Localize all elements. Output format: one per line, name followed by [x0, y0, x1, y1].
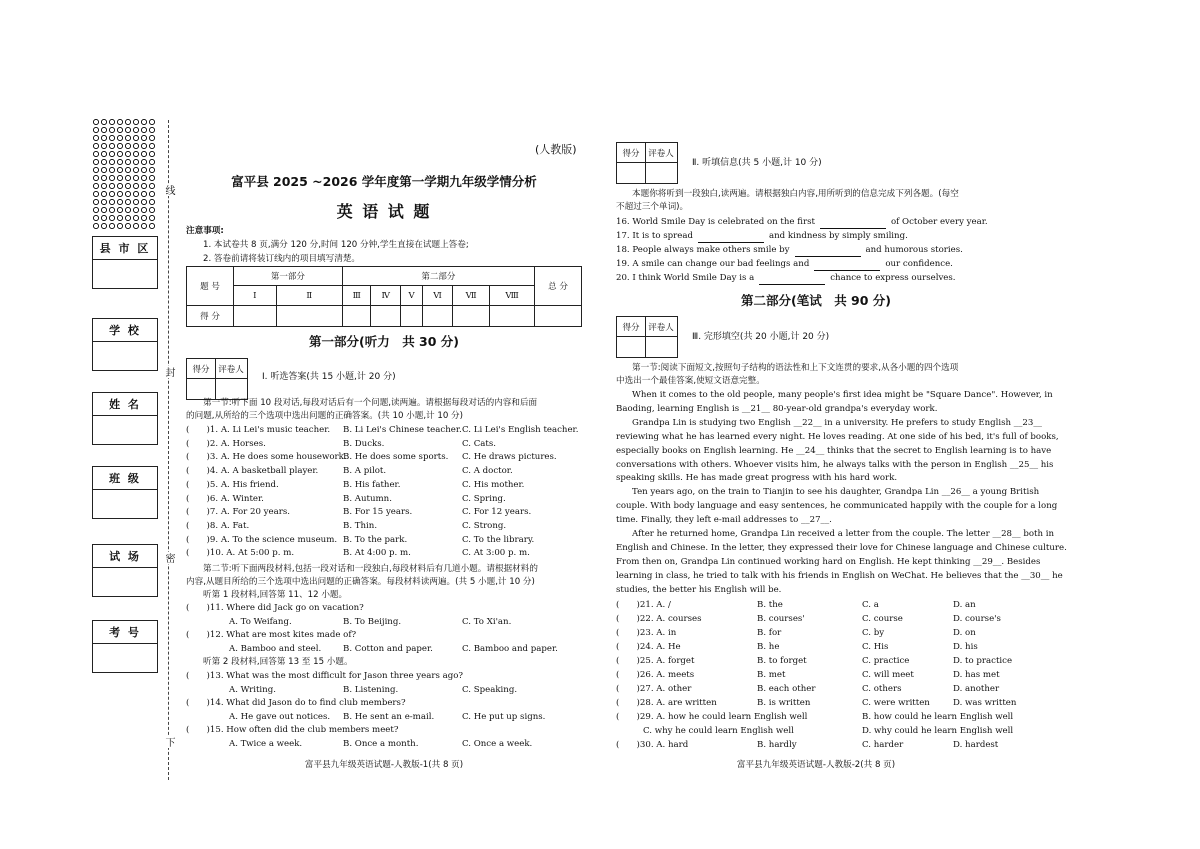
fill-question-text: 16. World Smile Day is celebrated on the first	[616, 217, 815, 227]
question-5-b[interactable]: B. His father.	[343, 479, 401, 490]
passage-line: reviewing what he has learned every night. He loves reading. At one side of his bed, it's full of books,	[616, 431, 1059, 442]
grader-box-1	[186, 358, 248, 400]
sec1-intro-1: 第一节:听下面 10 段对话,每段对话后有一个问题,读两遍。请根据每段对话的内容和后面	[203, 398, 538, 408]
binding-line	[168, 120, 169, 780]
fill-question-16	[616, 217, 988, 229]
sec3-intro-1: 第一节:阅读下面短文,按照句子结构的语法性和上下文连贯的要求,从各小题的四个选项	[632, 363, 959, 373]
option-21-a[interactable]: ( )21. A. /	[616, 600, 671, 610]
q15-a[interactable]: A. Twice a week.	[229, 739, 303, 749]
col-8: Ⅷ	[490, 286, 535, 306]
score-cell[interactable]	[452, 306, 489, 327]
notes-item-2: 2. 答卷前请将装订线内的项目填写清楚。	[203, 254, 361, 264]
fill-question-tail: and kindness by simply smiling.	[768, 231, 908, 241]
col-5: Ⅴ	[401, 286, 423, 306]
passage-line: especially books on English learning. He __24__ thinks that the secret to English learning is to have	[616, 445, 1052, 456]
score-row-label-2: 得 分	[187, 306, 234, 327]
option-22-b[interactable]: B. courses'	[757, 614, 805, 624]
q15-stem: ( )15. How often did the club members meet?	[186, 725, 399, 735]
option-26-c[interactable]: C. will meet	[862, 670, 914, 680]
score-cell[interactable]	[535, 306, 582, 327]
q29-a[interactable]: ( )29. A. how he could learn English well	[616, 712, 808, 722]
q15-c[interactable]: C. Once a week.	[462, 739, 533, 749]
question-3-c[interactable]: C. He draws pictures.	[462, 452, 557, 463]
q12-a[interactable]: A. Bamboo and steel.	[229, 644, 322, 654]
passage-line: studies, the better his English will be.	[616, 584, 782, 595]
fill-question-text: 17. It is to spread	[616, 231, 693, 241]
grader-box-3	[616, 316, 678, 358]
line-mark-feng: 封	[163, 367, 174, 377]
score-part1: 第一部分	[234, 267, 343, 286]
fill-blank[interactable]	[795, 245, 861, 257]
notes-item-1: 1. 本试卷共 8 页,满分 120 分,时间 120 分钟,学生直接在试题上答卷;	[203, 240, 469, 250]
question-9-b[interactable]: B. To the park.	[343, 534, 408, 545]
q15-b[interactable]: B. Once a month.	[343, 739, 419, 749]
q30-b[interactable]: B. hardly	[757, 740, 797, 750]
q30-a[interactable]: ( )30. A. hard	[616, 740, 689, 750]
question-6-b[interactable]: B. Autumn.	[343, 493, 392, 504]
material-2-label: 听第 2 段材料,回答第 13 至 15 小题。	[203, 657, 353, 667]
name-label: 姓 名	[93, 393, 157, 416]
fill-question-19	[616, 259, 953, 271]
q14-stem: ( )14. What did Jason do to find club members?	[186, 698, 406, 708]
question-8-c[interactable]: C. Strong.	[462, 520, 507, 531]
score-cell[interactable]	[490, 306, 535, 327]
question-2-b[interactable]: B. Ducks.	[343, 438, 385, 449]
option-23-a[interactable]: ( )23. A. in	[616, 628, 677, 638]
fill-question-20	[616, 273, 956, 285]
class-field[interactable]	[92, 466, 158, 519]
question-6-c[interactable]: C. Spring.	[462, 493, 506, 504]
room-label: 试 场	[93, 545, 157, 568]
subject-title: 英 语 试 题	[336, 202, 432, 221]
col-1: Ⅰ	[234, 286, 277, 306]
question-8-a[interactable]: ( )8. A. Fat.	[186, 520, 250, 531]
passage-line: conversations with others. Whoever visits him, he always talks with the person in English __25__ his	[616, 459, 1054, 470]
option-21-b[interactable]: B. the	[757, 600, 783, 610]
score-cell[interactable]	[423, 306, 453, 327]
question-4-c[interactable]: C. A doctor.	[462, 466, 513, 477]
question-4-b[interactable]: B. A pilot.	[343, 466, 387, 477]
q12-b[interactable]: B. Cotton and paper.	[343, 644, 433, 654]
score-row-label: 题 号	[187, 267, 234, 306]
grader-score-label: 得分	[617, 143, 646, 163]
option-28-b[interactable]: B. is written	[757, 698, 811, 708]
q11-stem: ( )11. Where did Jack go on vacation?	[186, 603, 364, 613]
score-cell[interactable]	[401, 306, 423, 327]
option-28-c[interactable]: C. were written	[862, 698, 930, 708]
col-2: Ⅱ	[276, 286, 342, 306]
option-27-a[interactable]: ( )27. A. other	[616, 684, 692, 694]
q13-b[interactable]: B. Listening.	[343, 685, 399, 695]
passage-line: From then on, Grandpa Lin continued working hard on English. He kept thinking __29__. Besides	[616, 556, 1041, 567]
option-22-a[interactable]: ( )22. A. courses	[616, 614, 702, 624]
passage-line: couple. With body language and easy sentences, he communicated happily with the couple for a long	[616, 501, 1058, 512]
option-28-d[interactable]: D. was written	[953, 698, 1017, 708]
q14-c[interactable]: C. He put up signs.	[462, 712, 546, 722]
score-table	[186, 266, 582, 327]
score-cell[interactable]	[342, 306, 371, 327]
q30-d[interactable]: D. hardest	[953, 740, 999, 750]
sec2-intro-2b: 不超过三个单词)。	[616, 202, 689, 212]
option-25-b[interactable]: B. to forget	[757, 656, 807, 666]
fill-question-text: 20. I think World Smile Day is a	[616, 273, 755, 283]
question-7-a[interactable]: ( )7. A. For 20 years.	[186, 507, 290, 518]
grader-score-label: 得分	[617, 317, 646, 337]
col-3: Ⅲ	[342, 286, 371, 306]
grader-marker-label: 评卷人	[645, 143, 677, 163]
option-25-a[interactable]: ( )25. A. forget	[616, 656, 695, 666]
question-9-c[interactable]: C. To the library.	[462, 534, 535, 545]
passage-line: speaking skills. He has made great progress with his hard work.	[616, 473, 898, 484]
option-23-b[interactable]: B. for	[757, 628, 782, 638]
fill-question-tail: and humorous stories.	[865, 245, 963, 255]
score-cell[interactable]	[371, 306, 401, 327]
question-4-a[interactable]: ( )4. A. A basketball player.	[186, 466, 319, 477]
q30-c[interactable]: C. harder	[862, 740, 904, 750]
q29-b[interactable]: B. how could he learn English well	[862, 712, 1014, 722]
sec3-intro-2: 中选出一个最佳答案,使短文语意完整。	[616, 376, 765, 386]
name-field[interactable]	[92, 392, 158, 445]
material-1-label: 听第 1 段材料,回答第 11、12 小题。	[203, 590, 348, 600]
question-10-a[interactable]: ( )10. A. At 5:00 p. m.	[186, 548, 295, 559]
notes-heading: 注意事项:	[186, 226, 224, 236]
binding-dots	[92, 118, 156, 230]
question-10-b[interactable]: B. At 4:00 p. m.	[343, 548, 411, 559]
question-10-c[interactable]: C. At 3:00 p. m.	[462, 548, 530, 559]
q12-stem: ( )12. What are most kites made of?	[186, 630, 357, 640]
question-6-a[interactable]: ( )6. A. Winter.	[186, 493, 264, 504]
grader-box-2	[616, 142, 678, 184]
footer-right: 富平县九年级英语试题-人教版-2(共 8 页)	[736, 760, 896, 770]
grader-marker-label: 评卷人	[215, 359, 247, 379]
question-8-b[interactable]: B. Thin.	[343, 520, 378, 531]
question-3-b[interactable]: B. He does some sports.	[343, 452, 449, 463]
option-28-a[interactable]: ( )28. A. are written	[616, 698, 717, 708]
q29-d[interactable]: D. why could he learn English well	[862, 726, 1014, 736]
score-cell[interactable]	[234, 306, 277, 327]
option-24-c[interactable]: C. His	[862, 642, 889, 652]
col-6: Ⅵ	[423, 286, 453, 306]
fill-question-text: 18. People always make others smile by	[616, 245, 790, 255]
question-1-c[interactable]: C. Li Lei's English teacher.	[462, 425, 579, 435]
option-22-d[interactable]: D. course's	[953, 614, 1001, 624]
question-5-c[interactable]: C. His mother.	[462, 479, 525, 490]
question-2-c[interactable]: C. Cats.	[462, 438, 497, 449]
part1-title: 第一部分(听力 共 30 分)	[308, 334, 460, 349]
fill-blank[interactable]	[759, 273, 825, 285]
passage-line: Baoding, learning English is __21__ 80-year-old grandpa's everyday work.	[616, 403, 938, 414]
school-field[interactable]	[92, 318, 158, 371]
q11-c[interactable]: C. To Xi'an.	[462, 617, 512, 627]
option-26-b[interactable]: B. met	[757, 670, 786, 680]
option-25-c[interactable]: C. practice	[862, 656, 910, 666]
col-4: Ⅳ	[371, 286, 401, 306]
question-7-c[interactable]: C. For 12 years.	[462, 507, 532, 518]
fill-question-tail: our confidence.	[885, 259, 953, 269]
sec3-title: Ⅲ. 完形填空(共 20 小题,计 20 分)	[692, 332, 830, 342]
option-26-d[interactable]: D. has met	[953, 670, 1000, 680]
grader-score-label: 得分	[187, 359, 216, 379]
fill-blank[interactable]	[814, 259, 880, 271]
question-1-a[interactable]: ( )1. A. Li Lei's music teacher.	[186, 425, 331, 435]
passage-line: learning in class, he tried to talk with his friends in English on WeChat. He believes that the __30__ he	[616, 570, 1063, 581]
score-total: 总 分	[535, 267, 582, 306]
passage-line: After he returned home, Grandpa Lin received a letter from the couple. The letter __28__ both in	[632, 529, 1055, 539]
question-5-a[interactable]: ( )5. A. His friend.	[186, 479, 279, 490]
option-21-d[interactable]: D. an	[953, 600, 976, 610]
option-24-d[interactable]: D. his	[953, 642, 978, 652]
school-label: 学 校	[93, 319, 157, 342]
fill-question-text: 19. A smile can change our bad feelings and	[616, 259, 810, 269]
question-7-b[interactable]: B. For 15 years.	[343, 507, 413, 518]
room-field[interactable]	[92, 544, 158, 597]
q11-a[interactable]: A. To Weifang.	[229, 617, 292, 627]
sec1-title: Ⅰ. 听选答案(共 15 小题,计 20 分)	[262, 372, 396, 382]
option-21-c[interactable]: C. a	[862, 600, 879, 610]
line-mark-mi: 密	[163, 553, 174, 563]
option-22-c[interactable]: C. course	[862, 614, 903, 624]
passage-line: Ten years ago, on the train to Tianjin to see his daughter, Grandpa Lin __26__ a young British	[632, 487, 1040, 498]
score-part2: 第二部分	[342, 267, 534, 286]
option-26-a[interactable]: ( )26. A. meets	[616, 670, 695, 680]
sec2-title: Ⅱ. 听填信息(共 5 小题,计 10 分)	[692, 158, 822, 168]
q14-a[interactable]: A. He gave out notices.	[229, 712, 331, 722]
fill-blank[interactable]	[698, 231, 764, 243]
line-mark-xia: 下	[163, 737, 174, 747]
q11-b[interactable]: B. To Beijing.	[343, 617, 402, 627]
edition-label: (人教版)	[535, 143, 577, 156]
q13-a[interactable]: A. Writing.	[229, 685, 276, 695]
sec2-intro-2: 内容,从题目所给的三个选项中选出问题的正确答案。每段材料读两遍。(共 5 小题,计 10 分)	[186, 577, 535, 587]
exam-number-field[interactable]	[92, 620, 158, 673]
passage-line: Grandpa Lin is studying two English __22__ in a university. He prefers to study English __23__	[632, 417, 1042, 428]
option-27-c[interactable]: C. others	[862, 684, 902, 694]
question-2-a[interactable]: ( )2. A. Horses.	[186, 438, 266, 449]
class-label: 班 级	[93, 467, 157, 490]
option-27-d[interactable]: D. another	[953, 684, 1000, 694]
passage-line: English and Chinese. In the letter, they expressed their love for Chinese language and Chinese culture.	[616, 542, 1067, 553]
q12-c[interactable]: C. Bamboo and paper.	[462, 644, 558, 654]
county-field[interactable]	[92, 236, 158, 289]
fill-question-18	[616, 245, 963, 257]
line-mark-xian: 线	[163, 185, 174, 195]
sec2-intro-1b: 本题你将听到一段独白,读两遍。请根据独白内容,用所听到的信息完成下列各题。(每空	[632, 189, 959, 199]
exam-number-label: 考 号	[93, 621, 157, 644]
q13-c[interactable]: C. Speaking.	[462, 685, 518, 695]
passage-line: time. Finally, they left e-mail addresses to __27__.	[616, 515, 832, 526]
option-24-b[interactable]: B. he	[757, 642, 780, 652]
fill-question-tail: chance to express ourselves.	[830, 273, 956, 283]
exam-title: 富平县 2025 ~2026 学年度第一学期九年级学情分析	[231, 174, 537, 189]
part2-title: 第二部分(笔试 共 90 分)	[740, 293, 892, 308]
option-23-c[interactable]: C. by	[862, 628, 885, 638]
option-25-d[interactable]: D. to practice	[953, 656, 1013, 666]
option-27-b[interactable]: B. each other	[757, 684, 816, 694]
sec1-intro-2: 的问题,从所给的三个选项中选出问题的正确答案。(共 10 小题,计 10 分)	[186, 411, 463, 421]
question-1-b[interactable]: B. Li Lei's Chinese teacher.	[343, 425, 462, 435]
grader-marker-label: 评卷人	[645, 317, 677, 337]
fill-question-tail: of October every year.	[890, 217, 988, 227]
county-label: 县 市 区	[93, 237, 157, 260]
score-cell[interactable]	[276, 306, 342, 327]
option-24-a[interactable]: ( )24. A. He	[616, 642, 681, 652]
col-7: Ⅶ	[452, 286, 489, 306]
fill-blank[interactable]	[820, 217, 886, 229]
fill-question-17	[616, 231, 908, 243]
question-3-a[interactable]: ( )3. A. He does some housework.	[186, 452, 347, 463]
q29-c[interactable]: C. why he could learn English well	[643, 726, 794, 736]
sec2-intro-1: 第二节:听下面两段材料,包括一段对话和一段独白,每段材料后有几道小题。请根据材料的	[203, 564, 538, 574]
q13-stem: ( )13. What was the most difficult for Jason three years ago?	[186, 671, 464, 681]
passage-line: When it comes to the old people, many people's first idea might be "Square Dance". However, in	[632, 390, 1053, 400]
option-23-d[interactable]: D. on	[953, 628, 976, 638]
footer-left: 富平县九年级英语试题-人教版-1(共 8 页)	[304, 760, 464, 770]
question-9-a[interactable]: ( )9. A. To the science museum.	[186, 534, 338, 545]
q14-b[interactable]: B. He sent an e-mail.	[343, 712, 435, 722]
